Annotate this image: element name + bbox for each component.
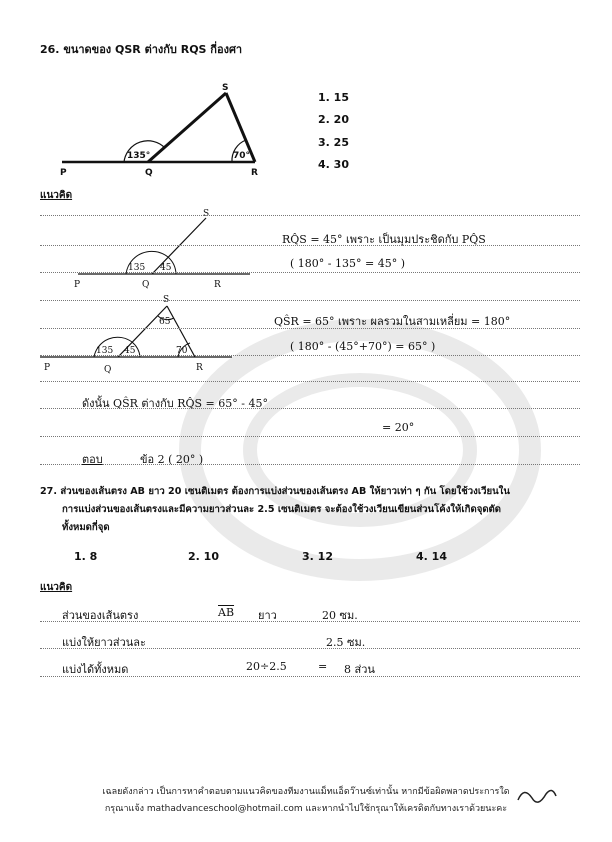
fig3-label-s: S <box>163 295 170 305</box>
fig2-angle-a1: 135 <box>128 263 146 273</box>
fig2-label-p: P <box>74 280 81 290</box>
fig1-angle-r: 70° <box>233 151 251 161</box>
q26-title: 26. ขนาดของ QSR ต่างกับ RQS กี่องศา <box>40 43 243 56</box>
q26-work-line1: RQ̂S = 45° เพราะ เป็นมุมประชิดกับ PQ̂S <box>282 233 486 246</box>
q27-row3-label: แบ่งได้ทั้งหมด <box>62 663 129 676</box>
q27-title-line3: ทั้งหมดกี่จุด <box>62 522 110 533</box>
q26-guide-label: แนวคิด <box>40 190 73 201</box>
fig2-angle-a2: 45 <box>160 263 172 273</box>
q26-work-line4: ( 180° - (45°+70°) = 65° ) <box>290 340 436 353</box>
fig3-angle-a1: 135 <box>96 346 114 356</box>
q27-title-line2: การแบ่งส่วนของเส้นตรงและมีความยาวส่วนละ 2.5 เซนติเมตร จะต้องใช้วงเวียนเขียนส่วนโค้งให้เกิดจุดตัด <box>62 504 502 515</box>
q27-row3-eq: = <box>318 660 328 673</box>
q26-work-line6: = 20° <box>382 421 415 434</box>
q26-choice-2: 2. 20 <box>318 113 349 126</box>
q27-title-line1: 27. ส่วนของเส้นตรง AB ยาว 20 เซนติเมตร ต้องการแบ่งส่วนของเส้นตรง AB ให้ยาวเท่า ๆ กัน โดยใช้วงเวียนใน <box>40 486 510 497</box>
fig3-angle-a2: 45 <box>124 346 136 356</box>
fig1-label-s: S <box>222 83 229 93</box>
fig3-angle-a3: 70 <box>176 346 188 356</box>
dotted-line <box>40 355 580 356</box>
fig2-label-r: R <box>214 280 221 290</box>
q27-choice-2: 2. 10 <box>188 550 219 563</box>
dotted-line <box>40 215 580 216</box>
dotted-line <box>40 381 580 382</box>
q26-work-line2: ( 180° - 135° = 45° ) <box>290 257 405 270</box>
q26-choice-3: 3. 25 <box>318 136 349 149</box>
fig3-angle-a4: 65 <box>159 317 171 327</box>
q27-row1-mid: ยาว <box>258 609 277 622</box>
q27-row2-label: แบ่งให้ยาวส่วนละ <box>62 636 146 649</box>
dotted-line <box>40 464 580 465</box>
fig1-label-p: P <box>60 168 67 178</box>
dotted-line <box>40 436 580 437</box>
q26-choice-1: 1. 15 <box>318 91 349 104</box>
fig3-label-r: R <box>196 363 203 373</box>
q27-row3-expr: 20÷2.5 <box>246 660 287 673</box>
footer-line2: กรุณาแจ้ง mathadvanceschool@hotmail.com และหากนำไปใช้กรุณาให้เครดิตกับทางเราด้วยนะคะ <box>104 804 508 814</box>
q27-choice-1: 1. 8 <box>74 550 98 563</box>
q27-choice-4: 4. 14 <box>416 550 447 563</box>
q27-guide-label: แนวคิด <box>40 582 73 593</box>
fig3-label-q: Q <box>104 365 112 375</box>
dotted-line <box>40 300 580 301</box>
fig2-label-q: Q <box>142 280 150 290</box>
fig2-label-s: S <box>203 209 210 219</box>
q26-work-line5: ดังนั้น QŜR ต่างกับ RQ̂S = 65° - 45° <box>82 397 268 410</box>
q26-answer-label: ตอบ <box>82 453 103 466</box>
q27-row1-label: ส่วนของเส้นตรง <box>62 609 139 622</box>
q27-row1-value: 20 ซม. <box>322 609 358 622</box>
q27-row3-value: 8 ส่วน <box>344 663 375 676</box>
q27-row2-value: 2.5 ซม. <box>326 636 366 649</box>
fig3-label-p: P <box>44 363 51 373</box>
q26-work-line3: QŜR = 65° เพราะ ผลรวมในสามเหลี่ยม = 180° <box>274 315 511 328</box>
footer-line1: เฉลยดังกล่าว เป็นการหาคำตอบตามแนวคิดของทีมงานแม็ทแอ็ดว๊านซ์เท่านั้น หากมีข้อผิดพลาดประการใด <box>102 787 510 797</box>
q27-choice-3: 3. 12 <box>302 550 333 563</box>
q26-answer: ข้อ 2 ( 20° ) <box>140 453 204 466</box>
fig1-label-r: R <box>251 168 258 178</box>
q27-row1-segment: $\overline{AB}$ <box>218 606 235 619</box>
fig1-angle-q: 135° <box>127 151 151 161</box>
dotted-line <box>40 272 580 273</box>
fig1-label-q: Q <box>145 168 153 178</box>
q26-choice-4: 4. 30 <box>318 158 349 171</box>
